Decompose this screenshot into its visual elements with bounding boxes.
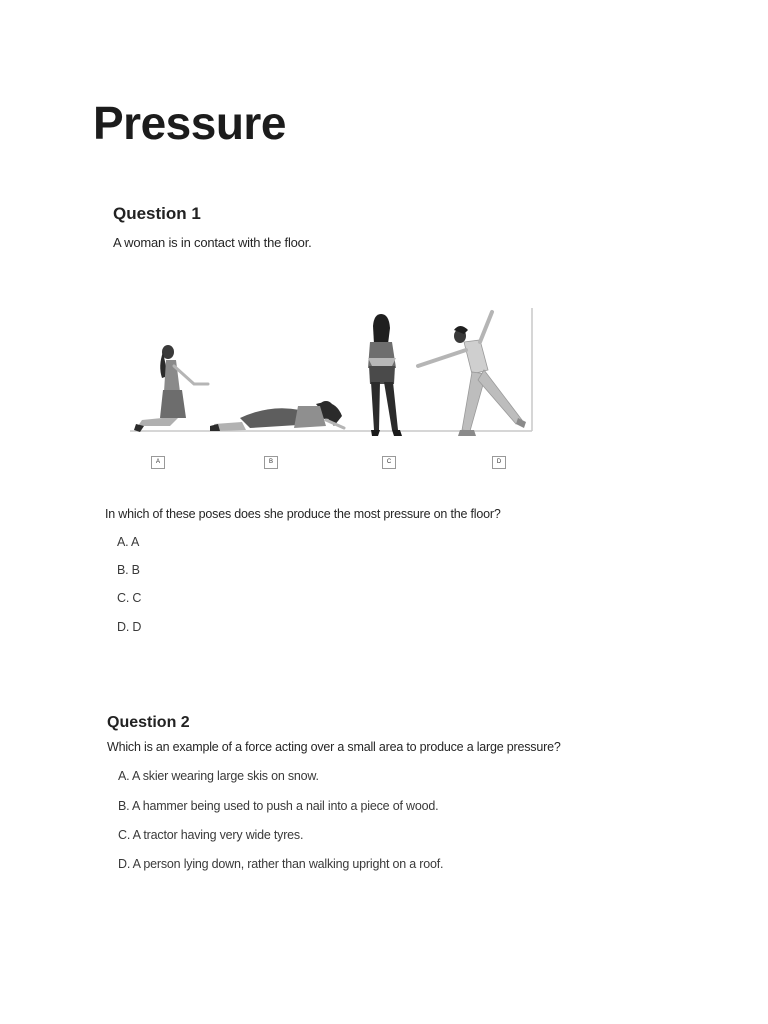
question-1-intro: A woman is in contact with the floor. — [113, 235, 312, 250]
question-1-heading: Question 1 — [113, 204, 201, 223]
question-1-option-a[interactable]: A. A — [117, 535, 140, 549]
question-2-option-a[interactable]: A. A skier wearing large skis on snow. — [118, 769, 319, 783]
pose-b-lying — [210, 401, 344, 431]
question-1-option-d[interactable]: D. D — [117, 620, 142, 634]
question-1-option-c[interactable]: C. C — [117, 591, 142, 605]
question-2-option-c[interactable]: C. A tractor having very wide tyres. — [118, 828, 304, 842]
pose-c-standing — [368, 314, 402, 436]
pose-d-balancing — [418, 312, 526, 436]
figure-label-b: B — [264, 456, 278, 469]
figure-label-c: C — [382, 456, 396, 469]
question-2-prompt: Which is an example of a force acting over a small area to produce a large pressure? — [107, 740, 561, 754]
question-2-heading: Question 2 — [107, 714, 190, 731]
question-2-option-b[interactable]: B. A hammer being used to push a nail into a piece of wood. — [118, 799, 439, 813]
figure-label-d: D — [492, 456, 506, 469]
woman-poses-illustration-icon — [130, 300, 540, 475]
pose-a-kneeling — [134, 345, 208, 432]
question-1-option-b[interactable]: B. B — [117, 563, 140, 577]
woman-poses-figure — [130, 300, 540, 475]
question-2-option-d[interactable]: D. A person lying down, rather than walking upright on a roof. — [118, 857, 444, 871]
page-title: Pressure — [93, 97, 286, 149]
figure-label-a: A — [151, 456, 165, 469]
question-1-prompt: In which of these poses does she produce the most pressure on the floor? — [105, 507, 501, 521]
